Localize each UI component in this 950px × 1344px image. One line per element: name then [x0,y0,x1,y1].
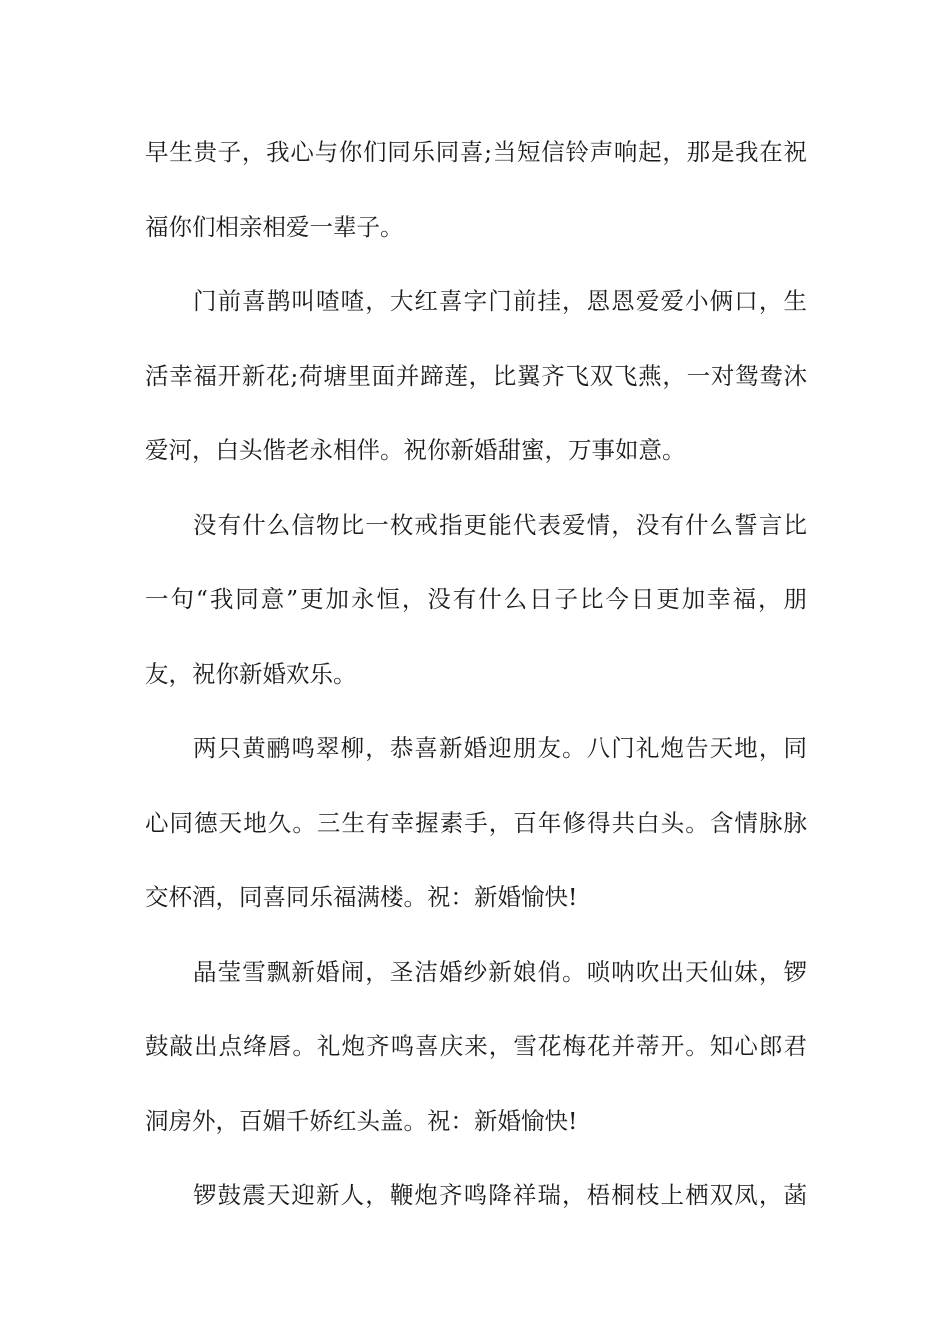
text-line: 友，祝你新婚欢乐。 [145,659,357,688]
text-line: 交杯酒，同喜同乐福满楼。祝：新婚愉快! [145,883,578,911]
paragraph [145,726,807,950]
text-line: 一句“我同意”更加永恒，没有什么日子比今日更加幸福，朋 [145,585,807,613]
text-line: 晶莹雪飘新婚闹，圣洁婚纱新娘俏。唢呐吹出天仙妹，锣 [193,957,807,986]
text-line: 门前喜鹊叫喳喳，大红喜字门前挂，恩恩爱爱小俩口，生 [193,287,807,315]
text-line: 洞房外，百媚千娇红头盖。祝：新婚愉快! [145,1106,578,1135]
paragraph [145,950,807,1174]
text-line: 没有什么信物比一枚戒指更能代表爱情，没有什么誓言比 [193,510,807,539]
text-line: 活幸福开新花;荷塘里面并蹄莲，比翼齐飞双飞燕，一对鸳鸯沐 [145,361,807,390]
document-body [145,130,807,1248]
paragraph [145,130,807,279]
text-line: 两只黄鹂鸣翠柳，恭喜新婚迎朋友。八门礼炮告天地，同 [193,734,807,762]
text-line: 爱河，白头偕老永相伴。祝你新婚甜蜜，万事如意。 [145,436,686,464]
text-line: 早生贵子，我心与你们同乐同喜;当短信铃声响起，那是我在祝 [145,138,807,166]
paragraph [145,279,807,503]
text-line: 心同德天地久。三生有幸握素手，百年修得共白头。含情脉脉 [145,808,807,837]
text-line: 锣鼓震天迎新人，鞭炮齐鸣降祥瑞，梧桐枝上栖双凤，菡 [193,1181,807,1209]
text-line: 鼓敲出点绛唇。礼炮齐鸣喜庆来，雪花梅花并蒂开。知心郎君 [145,1032,807,1060]
text-line: 福你们相亲相爱一辈子。 [145,212,404,241]
paragraph [145,503,807,727]
paragraph [145,1173,807,1248]
